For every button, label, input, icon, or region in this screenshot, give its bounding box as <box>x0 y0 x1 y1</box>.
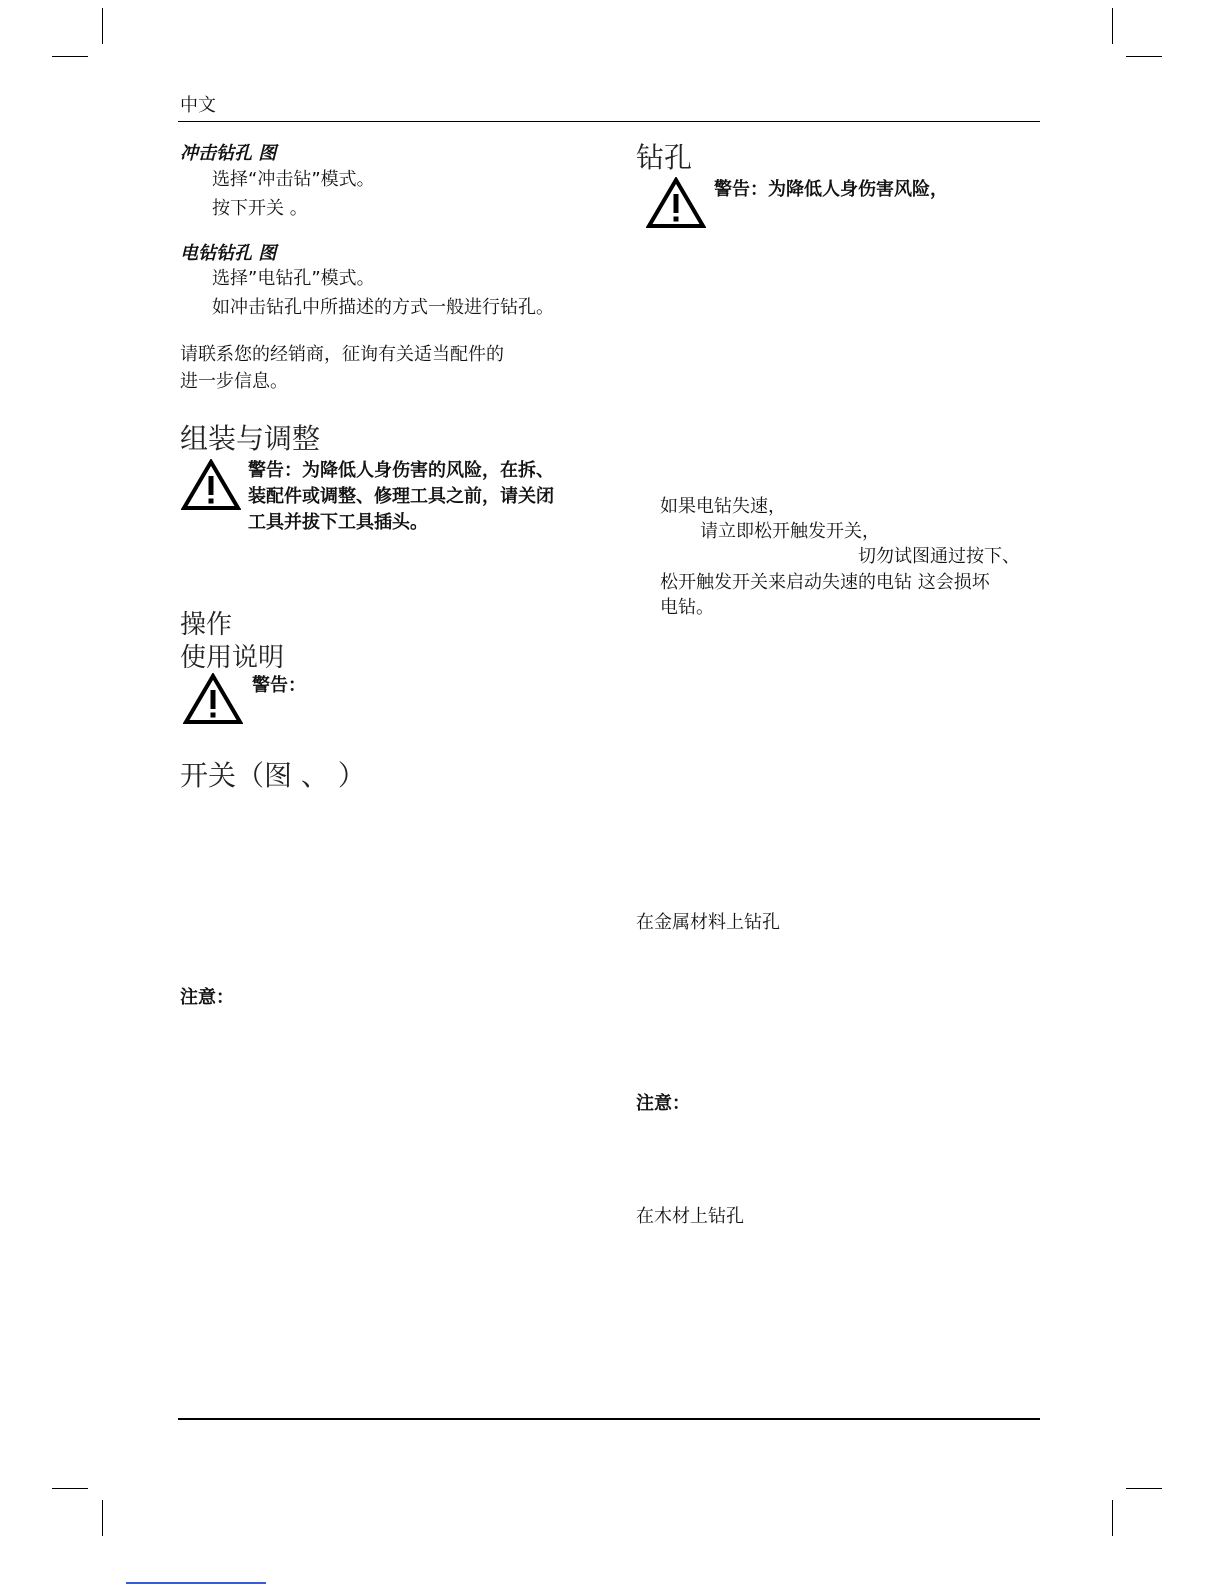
accessory-line-2: 进一步信息。 <box>180 371 288 392</box>
crop-mark <box>52 56 88 57</box>
drill-drilling-title: 电钻钻孔 图 <box>180 243 277 264</box>
crop-mark <box>1112 8 1113 44</box>
bottom-blue-line <box>126 1582 266 1584</box>
impact-drilling-title: 冲击钻孔 图 <box>180 143 277 164</box>
drill-step-2: 如冲击钻孔中所描述的方式一般进行钻孔。 <box>212 297 554 318</box>
accessory-line-1: 请联系您的经销商，征询有关适当配件的 <box>180 344 504 365</box>
drilling-warning: 警告：为降低人身伤害风险， <box>714 179 948 200</box>
impact-step-1: 选择“冲击钻”模式。 <box>212 169 375 190</box>
crop-mark <box>1112 1500 1113 1536</box>
warning-triangle-icon <box>183 673 243 725</box>
assembly-warning-line-3: 工具并拔下工具插头。 <box>248 512 428 533</box>
crop-mark <box>102 8 103 44</box>
crop-mark <box>102 1500 103 1536</box>
crop-mark <box>1126 56 1162 57</box>
language-label: 中文 <box>180 95 216 116</box>
crop-mark <box>1126 1488 1162 1489</box>
assembly-warning-line-1: 警告：为降低人身伤害的风险，在拆、 <box>248 460 554 481</box>
stall-line-4: 松开触发开关来启动失速的电钻 这会损坏 <box>660 572 990 593</box>
stall-line-1: 如果电钻失速， <box>660 496 786 517</box>
stall-line-5: 电钻。 <box>660 597 714 618</box>
stall-line-3: 切勿试图通过按下、 <box>858 546 1020 567</box>
switch-heading: 开关（图 、 ） <box>180 759 366 792</box>
warning-triangle-icon <box>646 177 706 229</box>
metal-drilling-heading: 在金属材料上钻孔 <box>636 912 780 933</box>
operation-heading: 操作 <box>180 610 233 640</box>
assembly-heading: 组装与调整 <box>180 422 321 455</box>
wood-drilling-heading: 在木材上钻孔 <box>636 1206 744 1227</box>
switch-note-label: 注意： <box>180 987 234 1008</box>
footer-rule <box>178 1418 1040 1420</box>
drilling-heading: 钻孔 <box>636 141 693 174</box>
metal-note-label: 注意： <box>636 1093 690 1114</box>
crop-mark <box>52 1488 88 1489</box>
impact-step-2: 按下开关 。 <box>212 198 308 219</box>
assembly-warning-line-2: 装配件或调整、修理工具之前，请关闭 <box>248 486 554 507</box>
header-rule <box>178 121 1040 122</box>
operation-warning: 警告： <box>252 675 306 696</box>
warning-triangle-icon <box>181 459 241 511</box>
instructions-heading: 使用说明 <box>180 643 285 673</box>
stall-line-2: 请立即松开触发开关， <box>700 521 880 542</box>
drill-step-1: 选择”电钻孔”模式。 <box>212 268 375 289</box>
